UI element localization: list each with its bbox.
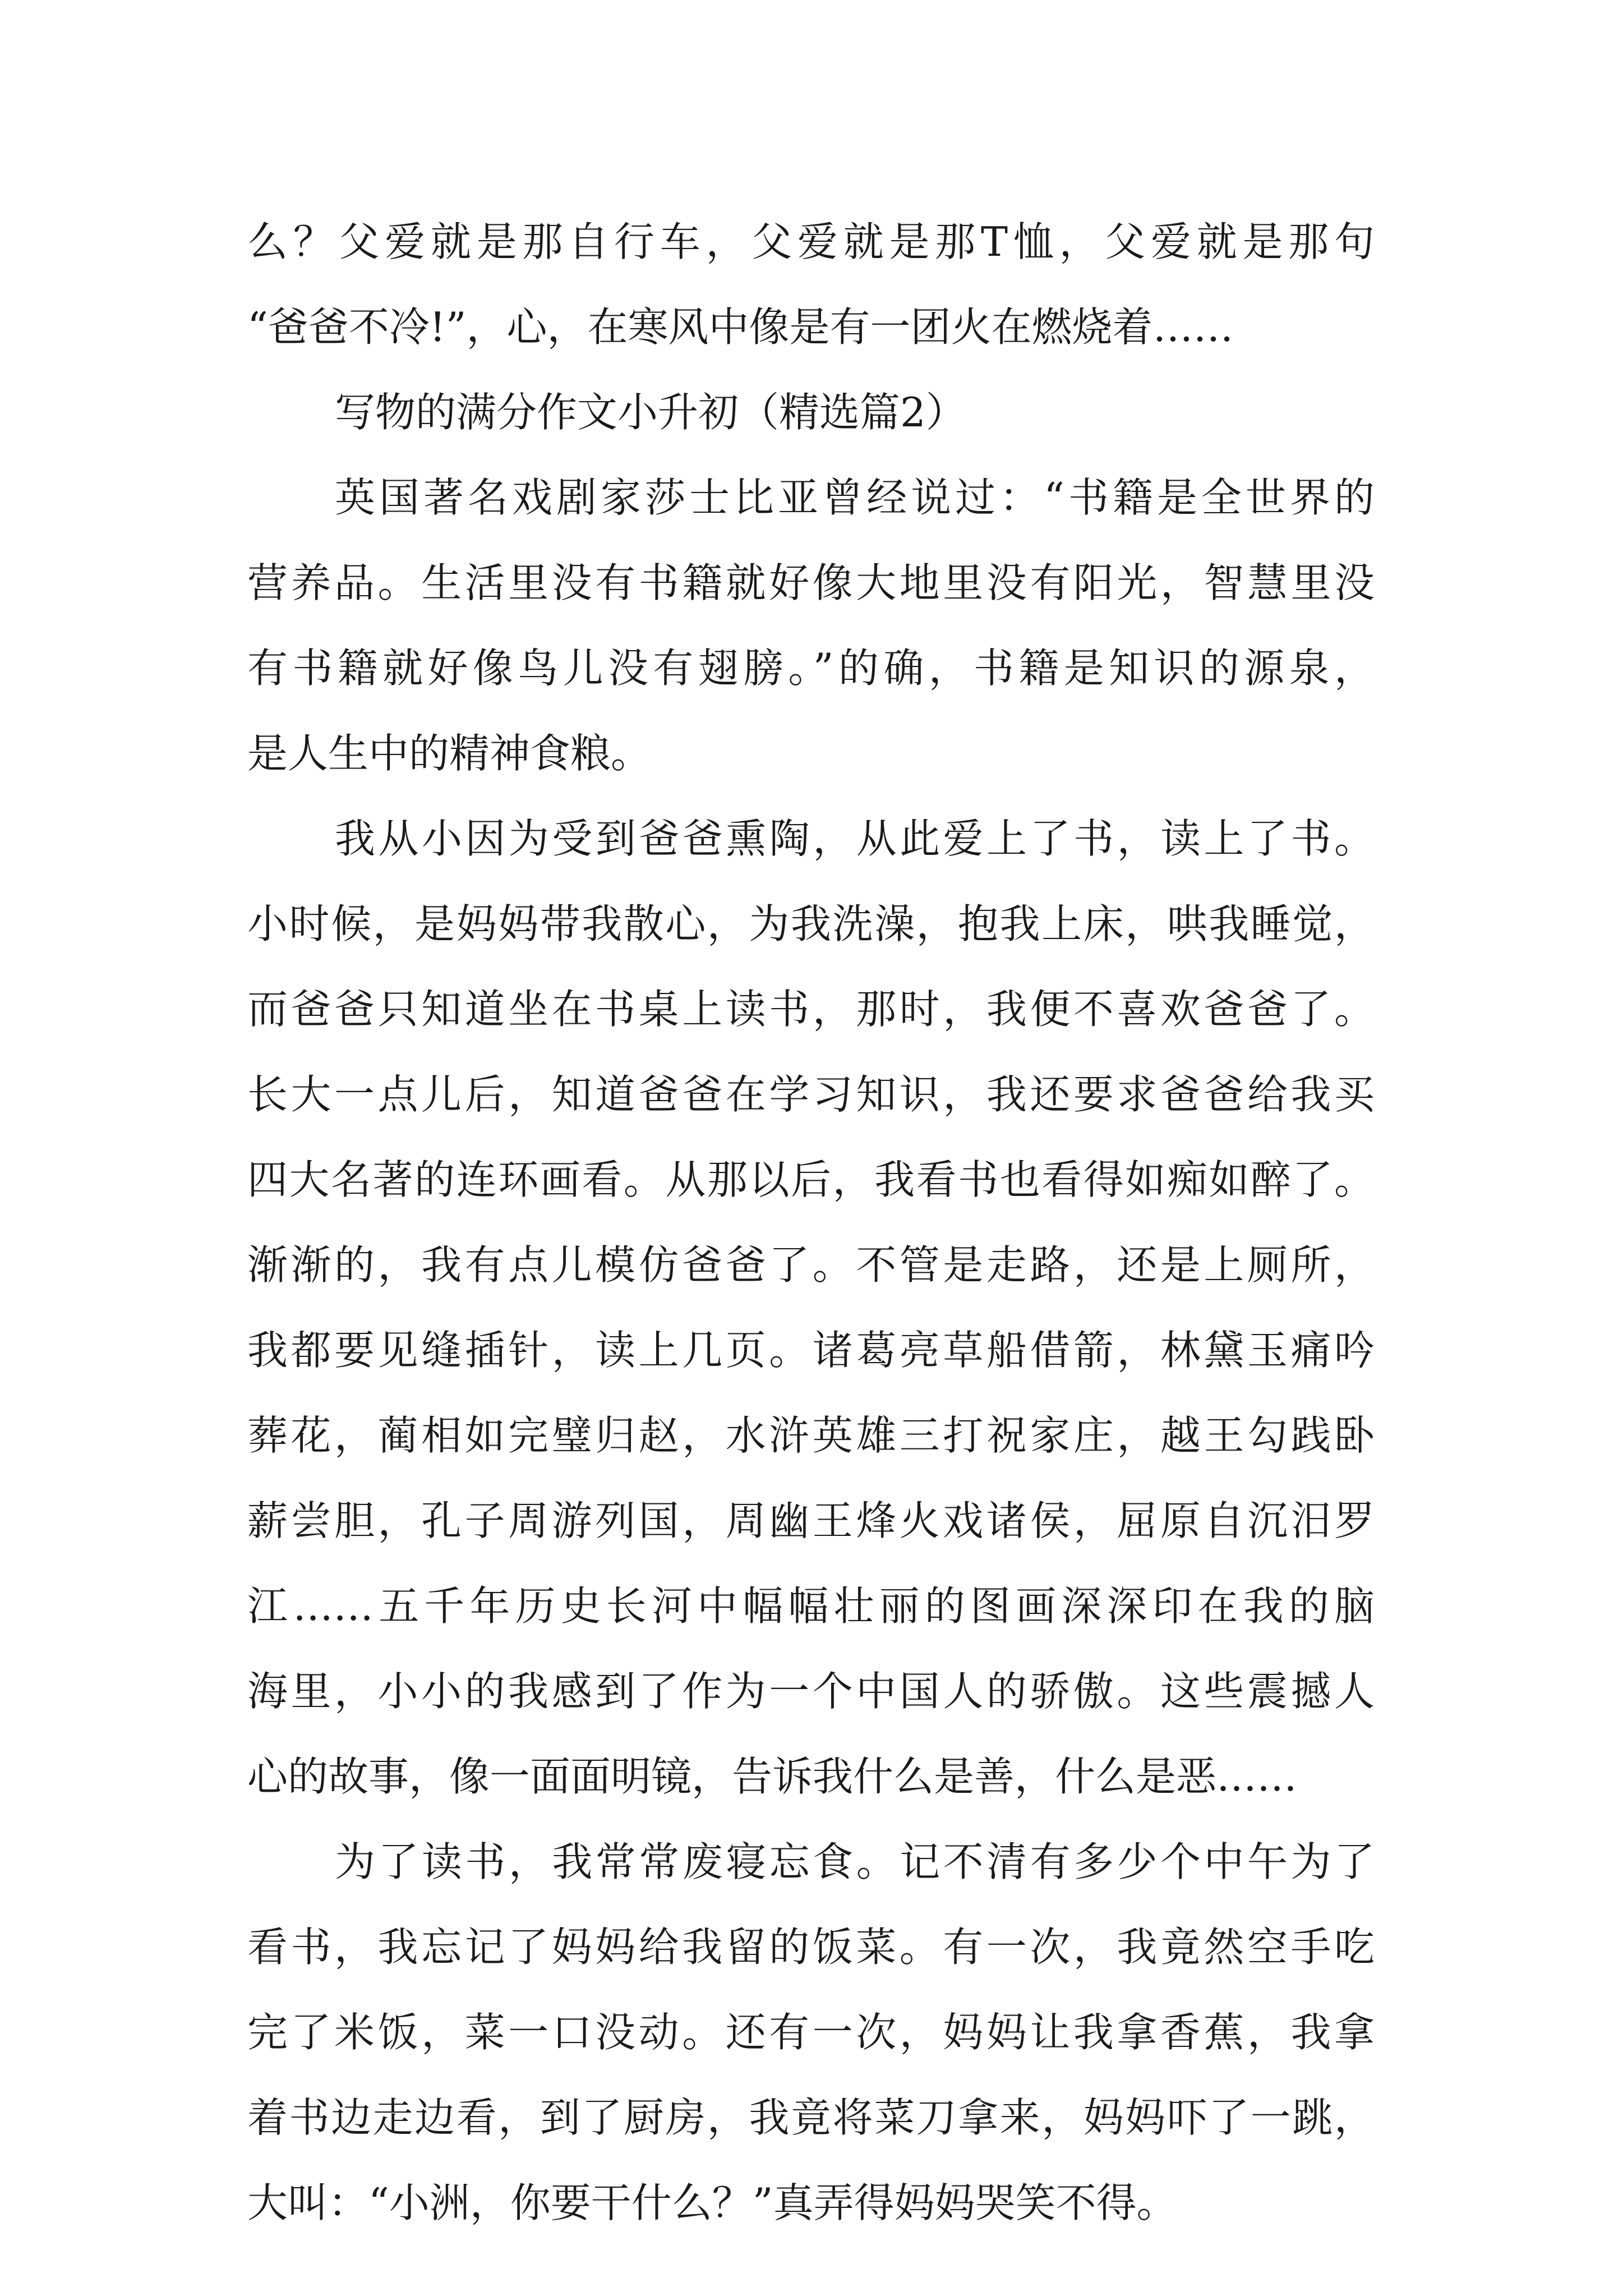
document-body xyxy=(247,199,1375,2246)
text-line: 长大一点儿后，知道爸爸在学习知识，我还要求爸爸给我买 xyxy=(247,1071,1375,1118)
text-line: 着书边走边看，到了厨房，我竟将菜刀拿来，妈妈吓了一跳， xyxy=(247,2094,1375,2141)
text-line: 么？父爱就是那自行车，父爱就是那T恤，父爱就是那句 xyxy=(247,218,1375,265)
text-line: 薪尝胆，孔子周游列国，周幽王烽火戏诸侯，屈原自沉汨罗 xyxy=(247,1497,1375,1544)
text-line: 英国著名戏剧家莎士比亚曾经说过：“书籍是全世界的 xyxy=(335,474,1375,521)
text-line: 小时候，是妈妈带我散心，为我洗澡，抱我上床，哄我睡觉， xyxy=(247,900,1375,947)
text-line: 大叫：“小洲，你要干什么？”真弄得妈妈哭笑不得。 xyxy=(247,2179,1177,2226)
text-line: 江……五千年历史长河中幅幅壮丽的图画深深印在我的脑 xyxy=(247,1582,1375,1630)
text-line: 我都要见缝插针，读上几页。诸葛亮草船借箭，林黛玉痛吟 xyxy=(247,1327,1375,1374)
text-line: 看书，我忘记了妈妈给我留的饭菜。有一次，我竟然空手吃 xyxy=(247,1924,1375,1971)
text-line: “爸爸不冷!”，心，在寒风中像是有一团火在燃烧着…… xyxy=(247,303,1234,351)
text-line: 有书籍就好像鸟儿没有翅膀。”的确，书籍是知识的源泉， xyxy=(247,645,1375,692)
text-line: 是人生中的精神食粮。 xyxy=(247,730,652,777)
text-line: 葬花，蔺相如完璧归赵，水浒英雄三打祝家庄，越王勾践卧 xyxy=(247,1412,1375,1459)
text-line: 心的故事，像一面面明镜，告诉我什么是善，什么是恶…… xyxy=(247,1753,1298,1800)
text-line: 渐渐的，我有点儿模仿爸爸了。不管是走路，还是上厕所， xyxy=(247,1241,1375,1289)
text-line: 我从小因为受到爸爸熏陶，从此爱上了书，读上了书。 xyxy=(335,815,1375,862)
text-line: 而爸爸只知道坐在书桌上读书，那时，我便不喜欢爸爸了。 xyxy=(247,986,1375,1033)
section-heading: 写物的满分作文小升初（精选篇2） xyxy=(335,389,966,436)
text-line: 为了读书，我常常废寝忘食。记不清有多少个中午为了 xyxy=(335,1838,1375,1885)
text-line: 完了米饭，菜一口没动。还有一次，妈妈让我拿香蕉，我拿 xyxy=(247,2009,1375,2056)
text-line: 四大名著的连环画看。从那以后，我看书也看得如痴如醉了。 xyxy=(247,1156,1375,1203)
text-line: 营养品。生活里没有书籍就好像大地里没有阳光，智慧里没 xyxy=(247,559,1375,606)
text-line: 海里，小小的我感到了作为一个中国人的骄傲。这些震撼人 xyxy=(247,1668,1375,1715)
